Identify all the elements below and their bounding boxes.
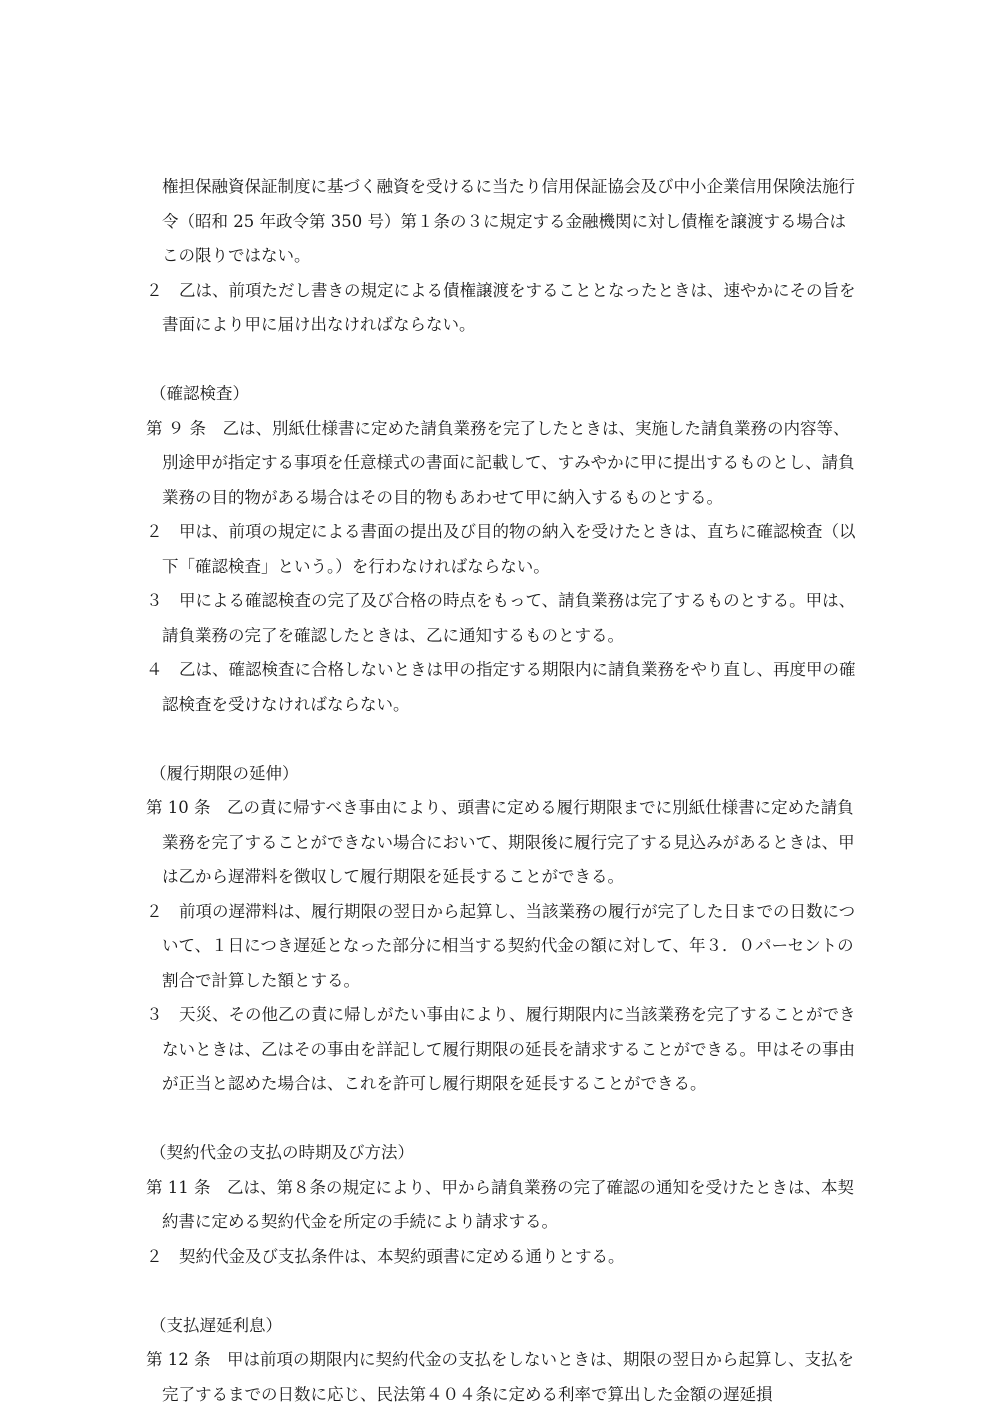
article-9-item-2: ２ 甲は、前項の規定による書面の提出及び目的物の納入を受けたときは、直ちに確認検査（以下「確認検査」という。）を行わなければならない。: [146, 522, 856, 576]
article-9-item-4: ４ 乙は、確認検査に合格しないときは甲の指定する期限内に請負業務をやり直し、再度甲の確認検査を受けなければならない。: [146, 660, 856, 714]
spacer: [146, 1274, 860, 1309]
continuation-item-2: ２ 乙は、前項ただし書きの規定による債権譲渡をすることとなったときは、速やかにその旨を書面により甲に届け出なければならない。: [146, 280, 856, 334]
article-10-main: 第 10 条 乙の責に帰すべき事由により、頭書に定める履行期限までに別紙仕様書に定めた請負業務を完了することができない場合において、期限後に履行完了する見込みがあるときは、甲は乙から遅滞料を徴収して履行期限を延長することができる。: [146, 798, 855, 886]
article-11-main: 第 11 条 乙は、第８条の規定により、甲から請負業務の完了確認の通知を受けたときは、本契約書に定める契約代金を所定の手続により請求する。: [146, 1177, 854, 1231]
article-9-main: 第 ９ 条 乙は、別紙仕様書に定めた請負業務を完了したときは、実施した請負業務の内容等、別途甲が指定する事項を任意様式の書面に記載して、すみやかに甲に提出するものとし、請負業務の目的物がある場合はその目的物もあわせて甲に納入するものとする。: [146, 418, 855, 507]
article-11-item-2: ２ 契約代金及び支払条件は、本契約頭書に定める通りとする。: [146, 1246, 625, 1266]
article-10-heading: （履行期限の延伸）: [150, 763, 299, 783]
spacer: [146, 1102, 860, 1137]
article-11-heading: （契約代金の支払の時期及び方法）: [150, 1143, 414, 1162]
article-10-item-3: ３ 天災、その他乙の責に帰しがたい事由により、履行期限内に当該業務を完了することができないときは、乙はその事由を詳記して履行期限の延長を請求することができる。甲はその事由が正当と認めた場合は、これを許可し履行期限を延長することができる。: [146, 1005, 856, 1093]
spacer: [146, 343, 860, 378]
continuation-paragraph: 権担保融資保証制度に基づく融資を受けるに当たり信用保証協会及び中小企業信用保険法施行令（昭和 25 年政令第 350 号）第１条の３に規定する金融機関に対し債権を譲渡する場合はこの限りではない。: [162, 177, 855, 265]
article-10-item-2: ２ 前項の遅滞料は、履行期限の翌日から起算し、当該業務の履行が完了した日までの日数について、１日につき遅延となった部分に相当する契約代金の額に対して、年３．０パーセントの割合で計算した額とする。: [146, 901, 856, 990]
article-12-main: 第 12 条 甲は前項の期限内に契約代金の支払をしないときは、期限の翌日から起算し、支払を完了するまでの日数に応じ、民法第４０４条に定める利率で算出した金額の遅延損: [146, 1350, 854, 1404]
spacer: [146, 722, 860, 757]
article-9-heading: （確認検査）: [150, 384, 249, 403]
article-9-item-3: ３ 甲による確認検査の完了及び合格の時点をもって、請負業務は完了するものとする。甲は、請負業務の完了を確認したときは、乙に通知するものとする。: [146, 591, 856, 645]
article-12-heading: （支払遅延利息）: [150, 1315, 282, 1335]
